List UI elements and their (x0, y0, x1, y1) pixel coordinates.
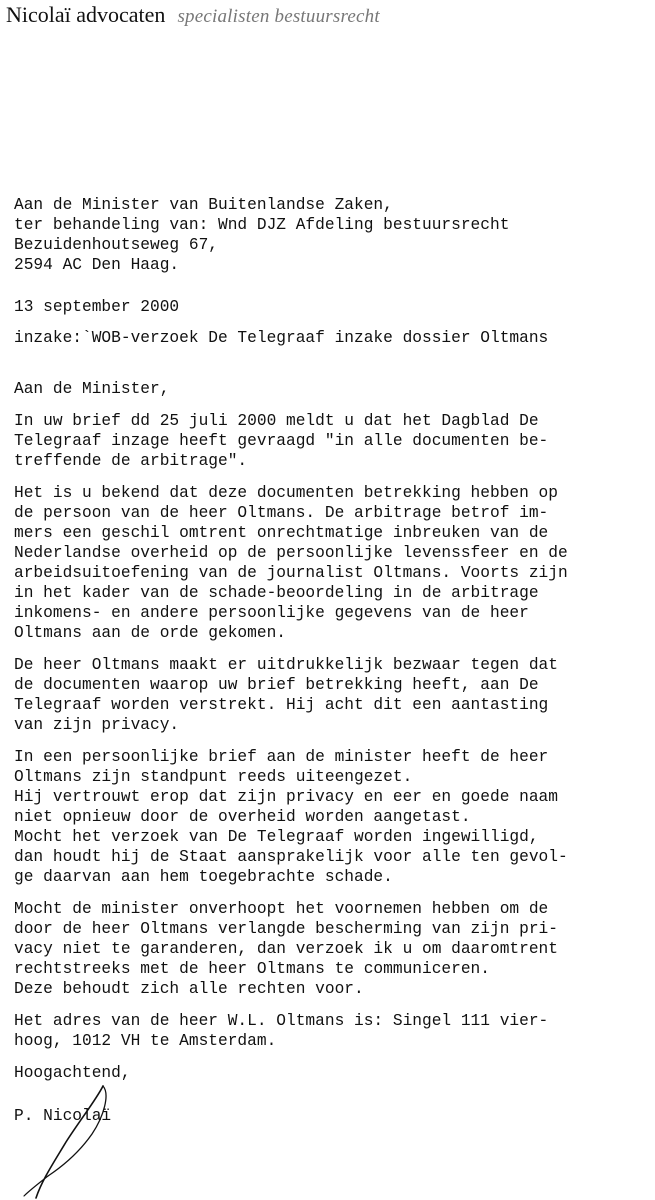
paragraph-line: rechtstreeks met de heer Oltmans te communiceren. (14, 960, 490, 978)
paragraph-line: Mocht de minister onverhoopt het voornemen hebben om de (14, 900, 549, 918)
address-line: Aan de Minister van Buitenlandse Zaken, (14, 196, 393, 214)
paragraph-line: van zijn privacy. (14, 716, 180, 734)
address-line: ter behandeling van: Wnd DJZ Afdeling bestuursrecht (14, 216, 510, 234)
salutation-text: Aan de Minister, (14, 380, 170, 398)
paragraph-line: hoog, 1012 VH te Amsterdam. (14, 1032, 277, 1050)
firm-name: Nicolaï advocaten (6, 2, 166, 27)
firm-tagline: specialisten bestuursrecht (177, 6, 380, 27)
date-text: 13 september 2000 (14, 298, 180, 316)
paragraph-4 (14, 747, 644, 887)
letter-date (14, 297, 644, 317)
paragraph-line: Het adres van de heer W.L. Oltmans is: Singel 111 vier- (14, 1012, 549, 1030)
paragraph-line: dan houdt hij de Staat aansprakelijk voor alle ten gevol- (14, 848, 568, 866)
paragraph-line: ge daarvan aan hem toegebrachte schade. (14, 868, 393, 886)
paragraph-3 (14, 655, 644, 735)
letter-body (14, 195, 644, 1126)
paragraph-2 (14, 483, 644, 643)
paragraph-line: Hij vertrouwt erop dat zijn privacy en eer en goede naam (14, 788, 558, 806)
paragraph-line: Oltmans zijn standpunt reeds uiteengezet. (14, 768, 413, 786)
paragraph-line: In een persoonlijke brief aan de minister heeft de heer (14, 748, 549, 766)
paragraph-5 (14, 899, 644, 999)
paragraph-line: niet opnieuw door de overheid worden aangetast. (14, 808, 471, 826)
paragraph-line: De heer Oltmans maakt er uitdrukkelijk bezwaar tegen dat (14, 656, 558, 674)
paragraph-line: Oltmans aan de orde gekomen. (14, 624, 286, 642)
paragraph-line: mers een geschil omtrent onrechtmatige inbreuken van de (14, 524, 549, 542)
paragraph-line: In uw brief dd 25 juli 2000 meldt u dat het Dagblad De (14, 412, 539, 430)
address-line: 2594 AC Den Haag. (14, 256, 180, 274)
signer-name: P. Nicolaï (14, 1107, 112, 1125)
paragraph-line: Nederlandse overheid op de persoonlijke levenssfeer en de (14, 544, 568, 562)
paragraph-line: Telegraaf inzage heeft gevraagd "in alle documenten be- (14, 432, 549, 450)
letterhead (6, 2, 380, 28)
paragraph-line: de documenten waarop uw brief betrekking heeft, aan De (14, 676, 539, 694)
paragraph-line: door de heer Oltmans verlangde bescherming van zijn pri- (14, 920, 558, 938)
paragraph-line: treffende de arbitrage". (14, 452, 248, 470)
handwritten-signature-icon (8, 1080, 148, 1200)
paragraph-line: inkomens- en andere persoonlijke gegevens van de heer (14, 604, 529, 622)
paragraph-line: in het kader van de schade-beoordeling in de arbitrage (14, 584, 539, 602)
paragraph-6 (14, 1011, 644, 1051)
paragraph-line: Deze behoudt zich alle rechten voor. (14, 980, 364, 998)
paragraph-1 (14, 411, 644, 471)
address-line: Bezuidenhoutseweg 67, (14, 236, 218, 254)
letter-subject (14, 328, 644, 348)
paragraph-line: Het is u bekend dat deze documenten betrekking hebben op (14, 484, 558, 502)
paragraph-line: arbeidsuitoefening van de journalist Oltmans. Voorts zijn (14, 564, 568, 582)
paragraph-line: Mocht het verzoek van De Telegraaf worden ingewilligd, (14, 828, 539, 846)
paragraph-line: vacy niet te garanderen, dan verzoek ik u om daaromtrent (14, 940, 558, 958)
closing-text: Hoogachtend, (14, 1064, 131, 1082)
recipient-address (14, 195, 644, 275)
paragraph-line: de persoon van de heer Oltmans. De arbitrage betrof im- (14, 504, 549, 522)
salutation (14, 379, 644, 399)
paragraph-line: Telegraaf worden verstrekt. Hij acht dit een aantasting (14, 696, 549, 714)
subject-text: inzake:`WOB-verzoek De Telegraaf inzake dossier Oltmans (14, 329, 549, 347)
